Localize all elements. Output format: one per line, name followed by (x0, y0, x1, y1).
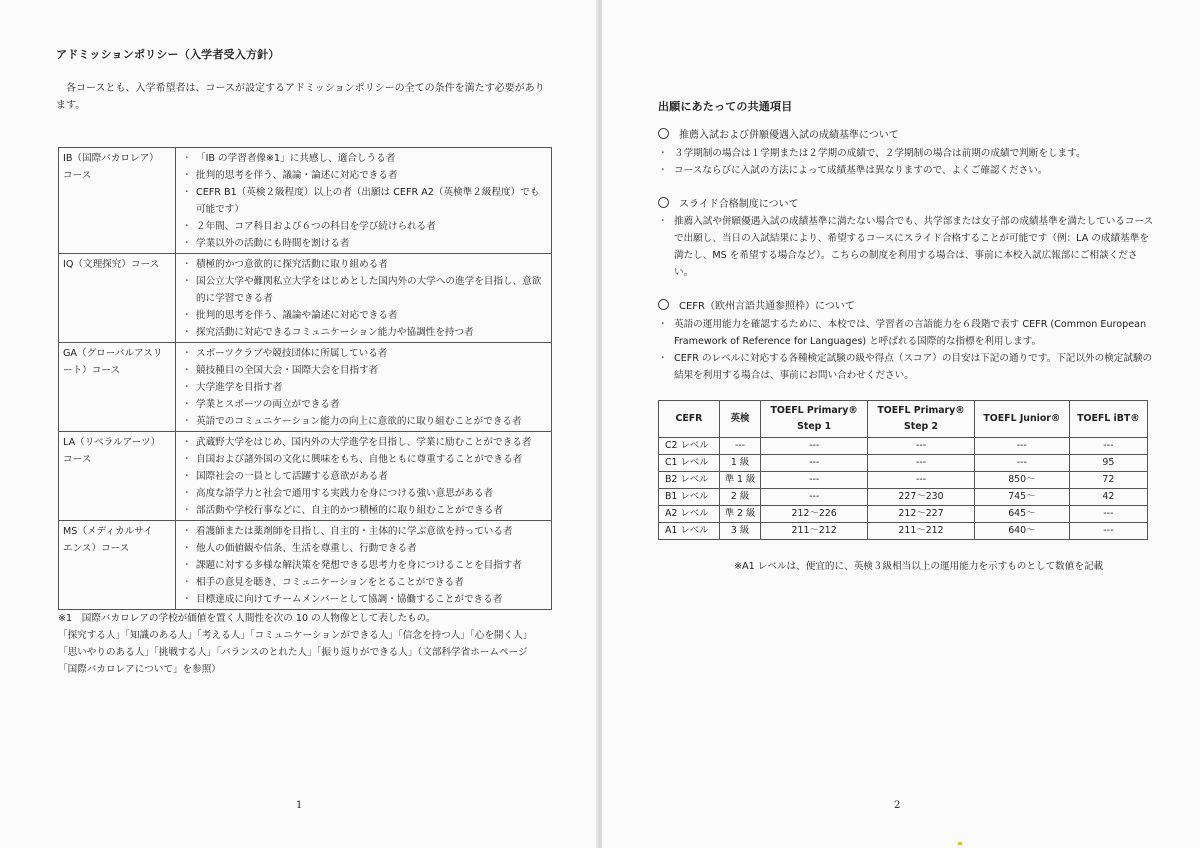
cefr-level-cell: B1 レベル (659, 489, 720, 506)
requirement-text: ２年間、コア科目および６つの科目を学び続けられる者 (196, 221, 436, 232)
requirement-item (182, 273, 547, 307)
bullet-dot: ・ (182, 259, 192, 270)
bullet-dot: ・ (182, 577, 192, 588)
cefr-score-cell: --- (1069, 438, 1147, 455)
requirement-text: 国際社会の一員として活躍する意欲がある者 (196, 471, 388, 482)
requirement-text: 学業とスポーツの両立ができる者 (196, 399, 340, 410)
course-name-line: エンス）コース (63, 543, 130, 554)
cefr-score-cell: 850～ (974, 472, 1069, 489)
requirement-item (182, 591, 547, 608)
course-row (59, 254, 552, 343)
cefr-header-cell (659, 401, 720, 438)
circle-bullet-icon (658, 128, 669, 139)
footnote-line: 「国際バカロレアについて」を参照） (58, 664, 221, 675)
requirement-item (182, 167, 547, 184)
course-name (59, 432, 176, 521)
course-name-line: GA（グローバルアスリ (63, 348, 163, 359)
bullet-dot: ・ (182, 187, 192, 198)
cefr-score-cell: --- (1069, 506, 1147, 523)
requirement-text: 課題に対する多様な解決策を発想できる思考力を身につけることを目指す者 (196, 560, 522, 571)
cefr-score-cell: --- (1069, 523, 1147, 540)
course-name-line: MS（メディカルサイ (63, 526, 153, 537)
requirement-item (182, 451, 547, 468)
bullet-dot: ・ (182, 327, 192, 338)
course-requirements (176, 343, 552, 432)
course-row (59, 432, 552, 521)
cefr-score-cell: 227～230 (868, 489, 975, 506)
cefr-score-cell: 42 (1069, 489, 1147, 506)
course-requirements (176, 254, 552, 343)
cefr-score-cell: --- (974, 438, 1069, 455)
cefr-header-cell (761, 401, 868, 438)
cefr-table-note: ※A1 レベルは、便宜的に、英検３級相当以上の運用能力を示すものとして数値を記載 (734, 561, 1104, 572)
right-page (602, 0, 1200, 848)
requirement-item (182, 379, 547, 396)
bullet-cefr-1: ・ 英語の運用能力を確認するために、本校では、学習者の言語能力を６段階で表す CEFR (Common European Framework of Reference for Languages) と呼ばれる国際的な指標を利用します。 (658, 319, 1147, 347)
cefr-score-cell: --- (761, 455, 868, 472)
requirement-item (182, 523, 547, 540)
requirement-text: 目標達成に向けてチームメンバーとして協調・協働することができる者 (196, 594, 503, 605)
requirement-item (182, 502, 547, 519)
bullet-dot: ・ (182, 221, 192, 232)
requirement-text: 他人の価値観や信条、生活を尊重し、行動できる者 (196, 543, 417, 554)
requirement-text: 探究活動に対応できるコミュニケーション能力や協調性を持つ者 (196, 327, 474, 338)
bullet-dot: ・ (182, 526, 192, 537)
requirement-text: スポーツクラブや競技団体に所属している者 (196, 348, 388, 359)
bullet-dot: ・ (182, 365, 192, 376)
bullet-dot: ・ (182, 594, 192, 605)
course-requirements (176, 521, 552, 610)
page-number-2: 2 (894, 800, 901, 811)
course-name (59, 343, 176, 432)
cefr-header-line: TOEFL Primary® (770, 405, 858, 416)
cefr-header-line: TOEFL Junior® (983, 413, 1061, 424)
scan-speck (958, 842, 962, 845)
requirement-text: 批判的思考を伴う、議論や論述に対応できる者 (196, 310, 398, 321)
cefr-score-cell: 212～226 (761, 506, 868, 523)
requirement-item (182, 150, 547, 167)
footnote-line: ※1 国際バカロレアの学校が価値を置く人間性を次の 10 の人物像として表したもの。 (58, 613, 436, 624)
admission-policy-table (58, 147, 552, 610)
footnote-line: 「探究する人」「知識のある人」「考える人」「コミュニケーションができる人」「信念を持つ人」「心を開く人」 (58, 630, 533, 641)
cefr-level-cell: C2 レベル (659, 438, 720, 455)
course-name (59, 254, 176, 343)
cefr-score-cell: 640～ (974, 523, 1069, 540)
cefr-header-line: TOEFL Primary® (877, 405, 965, 416)
course-name-line: コース (63, 170, 92, 181)
requirement-item (182, 574, 547, 591)
requirement-item (182, 256, 547, 273)
bullet-grade-1: ・ ３学期制の場合は１学期または２学期の成績で、２学期制の場合は前期の成績で判断をします。 (658, 148, 1086, 159)
circle-bullet-icon (658, 299, 669, 310)
requirement-item (182, 184, 547, 218)
requirement-text: 国公立大学や難関私立大学をはじめとした国内外の大学への進学を目指し、意欲的に学習できる者 (196, 276, 542, 304)
cefr-score-cell: --- (761, 489, 868, 506)
bullet-dot: ・ (182, 454, 192, 465)
cefr-score-cell: 2 級 (719, 489, 760, 506)
requirement-item (182, 235, 547, 252)
footnote-line: 「思いやりのある人」「挑戦する人」「バランスのとれた人」「振り返りができる人」（文部科学省ホームページ (58, 647, 528, 658)
section-heading-cefr: CEFR（欧州言語共通参照枠）について (658, 298, 855, 315)
requirement-text: 積極的かつ意欲的に探究活動に取り組める者 (196, 259, 388, 270)
cefr-score-cell: 645～ (974, 506, 1069, 523)
cefr-score-cell: --- (868, 438, 975, 455)
bullet-dot: ・ (182, 276, 192, 287)
section-heading-slide-pass: スライド合格制度について (658, 196, 799, 213)
requirement-text: 看護師または薬剤師を目指し、自主的・主体的に学ぶ意欲を持っている者 (196, 526, 513, 537)
requirement-item (182, 396, 547, 413)
requirement-item (182, 557, 547, 574)
cefr-score-cell: 211～212 (761, 523, 868, 540)
circle-bullet-icon (658, 197, 669, 208)
requirement-item (182, 324, 547, 341)
cefr-score-cell: 準 1 級 (719, 472, 760, 489)
requirement-text: 大学進学を目指す者 (196, 382, 283, 393)
left-page (0, 0, 598, 848)
intro-line-1: 各コースとも、入学希望者は、コースが設定するアドミッションポリシーの全ての条件を満たす必要があり (66, 83, 545, 94)
requirement-item (182, 413, 547, 430)
page-number-1: 1 (296, 800, 303, 811)
course-name-line: ート）コース (63, 365, 121, 376)
cefr-row (659, 506, 1148, 523)
requirement-text: 武蔵野大学をはじめ、国内外の大学進学を目指し、学業に励むことができる者 (196, 437, 532, 448)
cefr-score-cell: --- (761, 472, 868, 489)
requirement-text: 「IB の学習者像※1」に共感し、適合しうる者 (196, 153, 396, 164)
course-name (59, 521, 176, 610)
requirement-item (182, 307, 547, 324)
bullet-dot: ・ (182, 560, 192, 571)
requirement-item (182, 218, 547, 235)
cefr-score-cell: --- (868, 455, 975, 472)
cefr-score-cell: 211～212 (868, 523, 975, 540)
cefr-header-line: Step 2 (903, 421, 939, 432)
course-row (59, 343, 552, 432)
requirement-text: 高度な語学力と社会で通用する実践力を身につける強い意思がある者 (196, 488, 494, 499)
requirement-text: 批判的思考を伴う、議論・論述に対応できる者 (196, 170, 398, 181)
requirement-text: 競技種目の全国大会・国際大会を目指す者 (196, 365, 379, 376)
requirement-text: 自国および諸外国の文化に興味をもち、自他ともに尊重することができる者 (196, 454, 523, 465)
course-name (59, 148, 176, 254)
bullet-dot: ・ (182, 471, 192, 482)
bullet-dot: ・ (182, 543, 192, 554)
cefr-row (659, 472, 1148, 489)
requirement-item (182, 485, 547, 502)
requirement-text: 相手の意見を聴き、コミュニケーションをとることができる者 (196, 577, 464, 588)
cefr-level-cell: A1 レベル (659, 523, 720, 540)
course-name-line: IB（国際バカロレア） (63, 153, 159, 164)
requirement-item (182, 434, 547, 451)
cefr-row (659, 455, 1148, 472)
bullet-slide-1: ・ 推薦入試や併願優遇入試の成績基準に満たない場合でも、共学部または女子部の成績基準を満たしているコースで出願し、当日の入試結果により、希望するコースにスライド合格することが可能です（例：LA の成績基準を満たし、MS を希望する場合など）。こちらの制度を利用する場合は、事前に本校入試広報部にご相談ください。 (658, 216, 1154, 278)
cefr-row (659, 438, 1148, 455)
cefr-score-cell: --- (868, 472, 975, 489)
bullet-dot: ・ (182, 348, 192, 359)
bullet-dot: ・ (182, 416, 192, 427)
bullet-dot: ・ (182, 488, 192, 499)
cefr-row (659, 489, 1148, 506)
cefr-score-cell: 212～227 (868, 506, 975, 523)
cefr-header-cell (868, 401, 975, 438)
common-items-title: 出願にあたっての共通項目 (658, 100, 793, 113)
cefr-header-cell (1069, 401, 1147, 438)
course-name-line: コース (63, 454, 92, 465)
cefr-level-cell: B2 レベル (659, 472, 720, 489)
requirement-item (182, 540, 547, 557)
bullet-dot: ・ (182, 382, 192, 393)
cefr-header-line: CEFR (675, 413, 703, 424)
course-requirements (176, 432, 552, 521)
requirement-item (182, 345, 547, 362)
bullet-dot: ・ (182, 153, 192, 164)
cefr-score-cell: --- (974, 455, 1069, 472)
course-requirements (176, 148, 552, 254)
requirement-item (182, 468, 547, 485)
bullet-dot: ・ (182, 238, 192, 249)
cefr-level-cell: A2 レベル (659, 506, 720, 523)
intro-line-2: ます。 (56, 100, 86, 111)
cefr-header-line: TOEFL iBT® (1077, 413, 1140, 424)
course-row (59, 521, 552, 610)
requirement-text: 学業以外の活動にも時間を割ける者 (196, 238, 350, 249)
cefr-header-line: Step 1 (797, 421, 832, 432)
bullet-dot: ・ (182, 310, 192, 321)
admission-policy-title: アドミッションポリシー（入学者受入方針） (56, 48, 280, 61)
bullet-cefr-2: ・ CEFR のレベルに対応する各種検定試験の級や得点（スコア）の目安は下記の通りです。下記以外の検定試験の結果を利用する場合は、事前にお問い合わせください。 (658, 353, 1153, 381)
course-name-line: LA（リベラルアーツ） (63, 437, 161, 448)
requirement-text: 英語でのコミュニケーション能力の向上に意欲的に取り組むことができる者 (196, 416, 522, 427)
cefr-score-cell: 72 (1069, 472, 1147, 489)
cefr-score-cell: 準 2 級 (719, 506, 760, 523)
cefr-header-cell (719, 401, 760, 438)
requirement-text: CEFR B1（英検２級程度）以上の者（出願は CEFR A2（英検準２級程度）でも可能です） (196, 187, 540, 215)
cefr-score-cell: --- (719, 438, 760, 455)
bullet-dot: ・ (182, 437, 192, 448)
course-name-line: IQ（文理探究）コース (63, 259, 160, 270)
cefr-score-cell: 745～ (974, 489, 1069, 506)
cefr-header-cell (974, 401, 1069, 438)
cefr-score-cell: 1 級 (719, 455, 760, 472)
section-heading-grade-criteria: 推薦入試および併願優遇入試の成績基準について (658, 127, 899, 144)
bullet-dot: ・ (182, 505, 192, 516)
bullet-grade-2: ・ コースならびに入試の方法によって成績基準は異なりますので、よくご確認ください。 (658, 165, 1048, 176)
course-row (59, 148, 552, 254)
requirement-text: 部活動や学校行事などに、自主的かつ積極的に取り組むことができる者 (196, 505, 503, 516)
cefr-score-cell: --- (761, 438, 868, 455)
bullet-dot: ・ (182, 170, 192, 181)
cefr-score-cell: 95 (1069, 455, 1147, 472)
cefr-score-cell: 3 級 (719, 523, 760, 540)
cefr-header-line: 英検 (730, 413, 750, 424)
bullet-dot: ・ (182, 399, 192, 410)
cefr-level-cell: C1 レベル (659, 455, 720, 472)
requirement-item (182, 362, 547, 379)
cefr-table (658, 400, 1148, 540)
cefr-row (659, 523, 1148, 540)
